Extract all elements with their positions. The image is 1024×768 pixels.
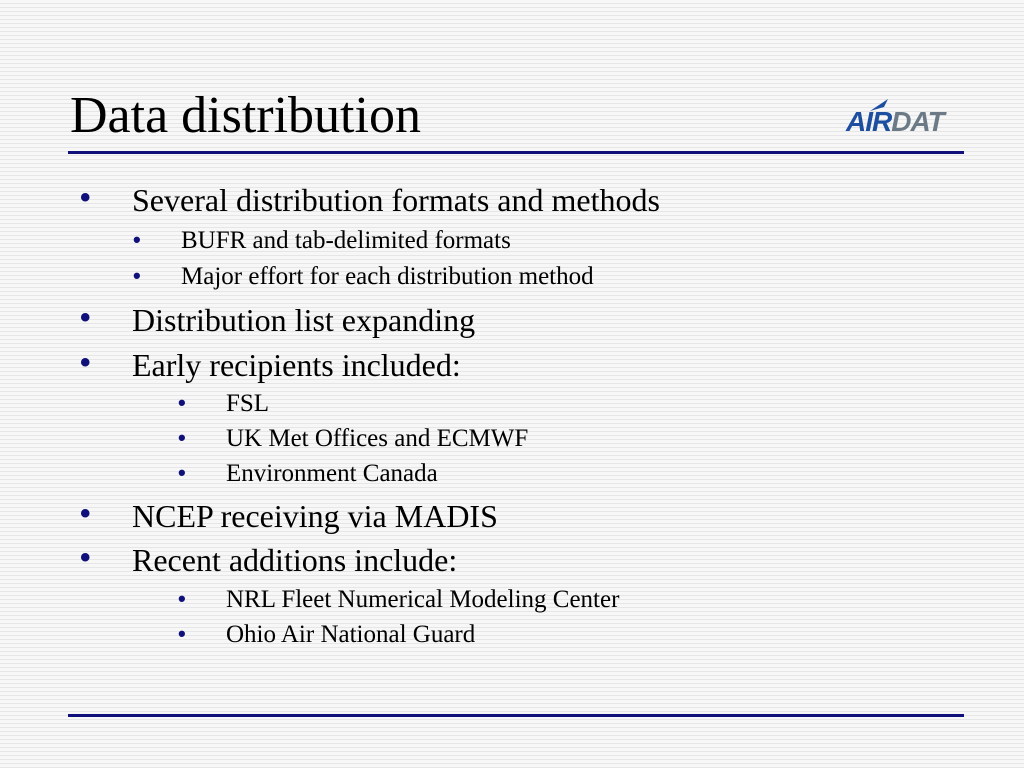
bullet-dot-icon: •	[178, 586, 186, 611]
bullet-text: UK Met Offices and ECMWF	[226, 425, 529, 452]
bullet-dot-icon: •	[178, 621, 186, 646]
bullet-text: FSL	[226, 390, 270, 417]
bullet-text: Early recipients included:	[132, 347, 461, 383]
logo-part-air: AIR	[846, 106, 892, 137]
bullet-dot-icon: •	[80, 301, 91, 334]
sub-bullet-item	[178, 424, 529, 454]
footer-divider	[68, 714, 964, 717]
bullet-text: Recent additions include:	[132, 542, 458, 578]
bullet-text: BUFR and tab-delimited formats	[181, 227, 511, 254]
sub-bullet-item	[178, 620, 476, 650]
bullet-item	[80, 181, 660, 219]
bullet-dot-icon: •	[80, 497, 91, 530]
sub-bullet-item	[133, 262, 594, 292]
bullet-text: NRL Fleet Numerical Modeling Center	[226, 586, 620, 613]
sub-bullet-item	[133, 226, 511, 256]
bullet-item	[80, 497, 498, 535]
bullet-dot-icon: •	[80, 181, 91, 214]
bullet-text: Ohio Air National Guard	[226, 621, 476, 648]
sub-bullet-item	[178, 585, 620, 615]
bullet-dot-icon: •	[133, 227, 141, 252]
bullet-text: Environment Canada	[226, 460, 438, 487]
bullet-dot-icon: •	[80, 541, 91, 574]
logo-part-dat: DAT	[891, 106, 944, 137]
bullet-item	[80, 541, 458, 579]
bullet-dot-icon: •	[178, 460, 186, 485]
bullet-text: NCEP receiving via MADIS	[132, 498, 498, 534]
bullet-dot-icon: •	[133, 263, 141, 288]
bullet-item	[80, 346, 461, 384]
bullet-dot-icon: •	[80, 346, 91, 379]
bullet-text: Major effort for each distribution method	[181, 263, 594, 290]
bullet-text: Distribution list expanding	[132, 302, 476, 338]
bullet-text: Several distribution formats and methods	[132, 182, 660, 218]
bullet-dot-icon: •	[178, 390, 186, 415]
sub-bullet-item	[178, 459, 438, 489]
bullet-item	[80, 301, 476, 339]
bullet-dot-icon: •	[178, 425, 186, 450]
slide-title: Data distribution	[70, 87, 421, 144]
sub-bullet-item	[178, 389, 270, 419]
